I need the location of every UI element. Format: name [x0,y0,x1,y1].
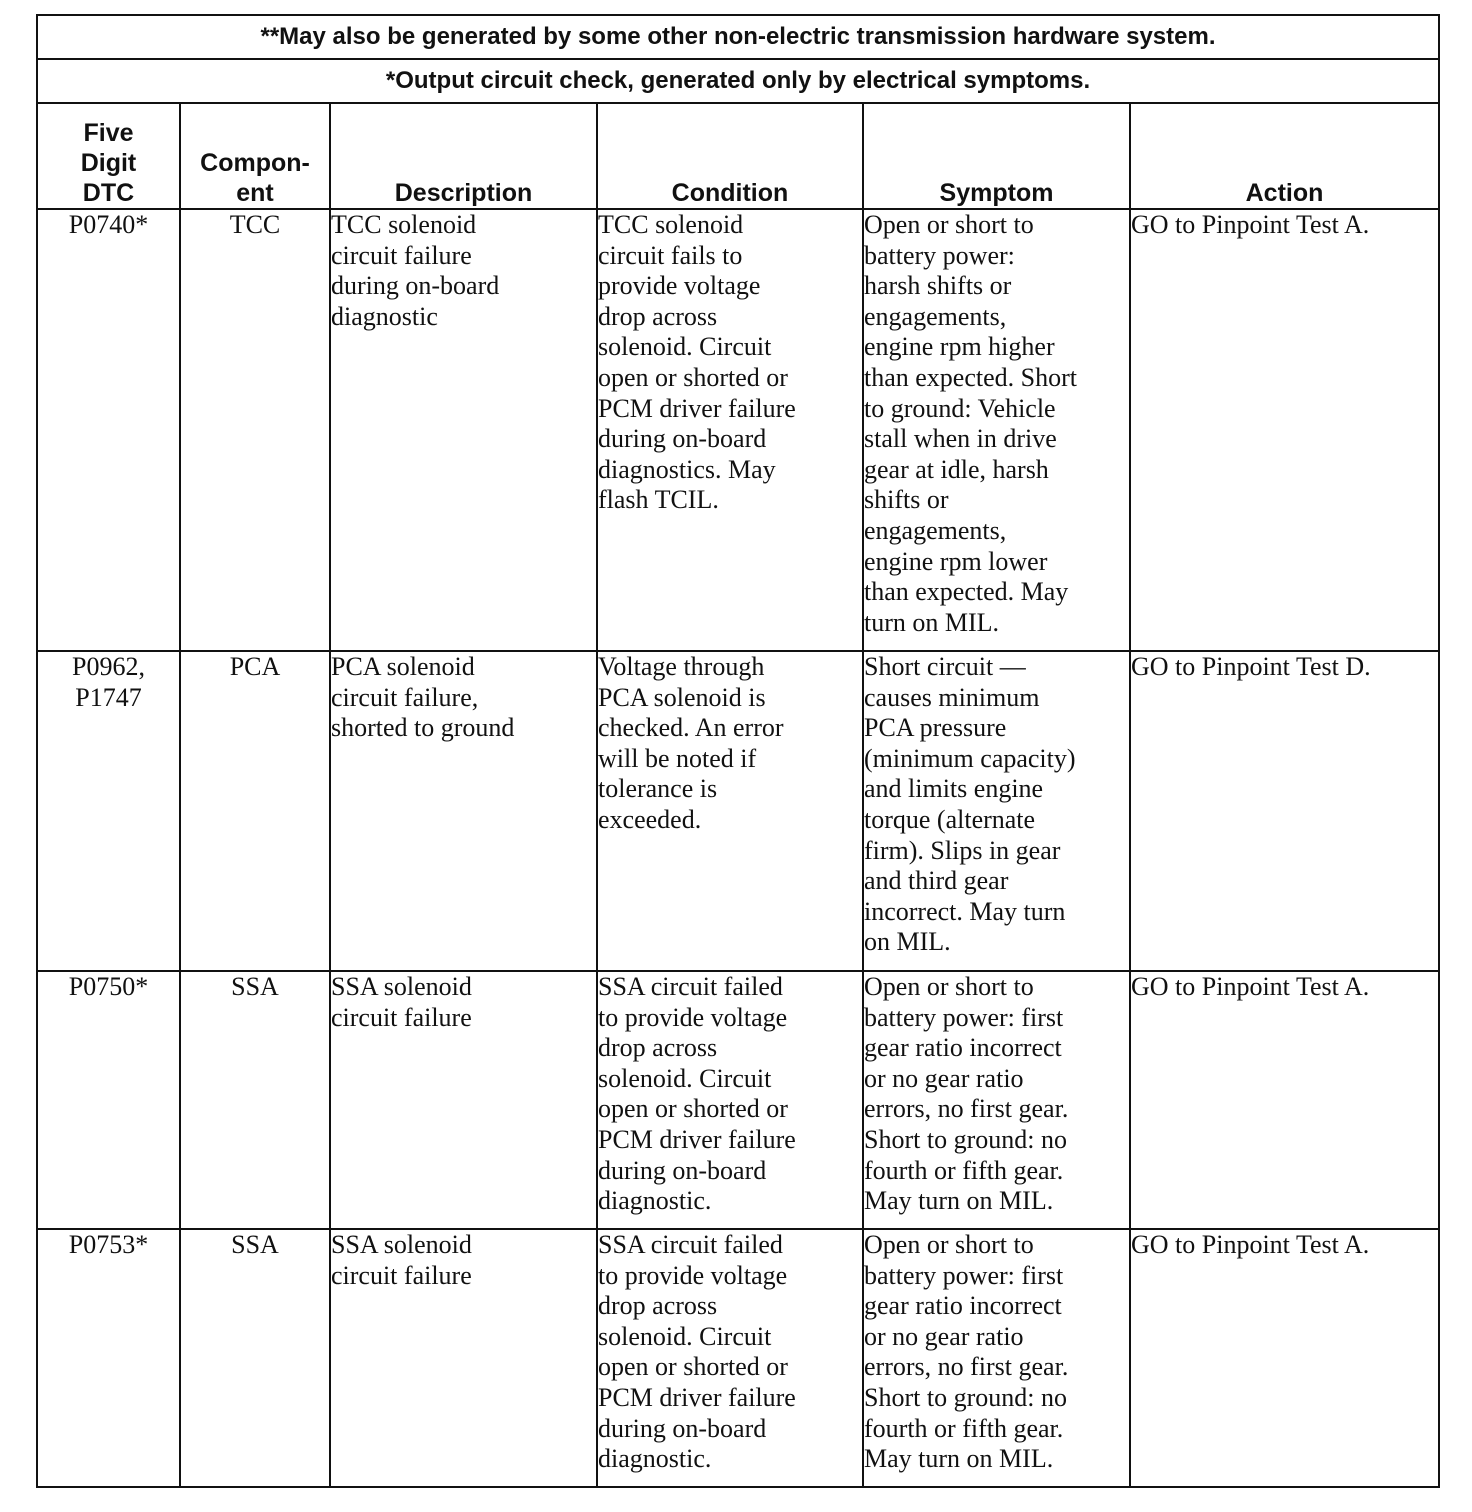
col-header-description: Description [330,103,597,209]
description-cell: PCA solenoid circuit failure, shorted to ground [330,651,597,971]
symptom-cell: Open or short to battery power: harsh shifts or engagements, engine rpm higher than expected. Short to ground: Vehicle stall when in drive gear at idle, harsh shifts or engagements, engine rpm lower than expected. May turn on MIL. [863,209,1130,651]
action-cell: GO to Pinpoint Test A. [1130,209,1439,651]
dtc-code: P0962, P1747 [37,651,180,971]
note-row-output-circuit [37,59,1439,103]
table-row [37,1229,1439,1487]
action-cell: GO to Pinpoint Test A. [1130,1229,1439,1487]
table-row [37,209,1439,651]
dtc-table [36,14,1440,1488]
condition-cell: SSA circuit failed to provide voltage drop across solenoid. Circuit open or shorted or PCM driver failure during on-board diagnostic. [597,971,863,1229]
header-row [37,103,1439,209]
component-cell: SSA [180,1229,330,1487]
condition-cell: Voltage through PCA solenoid is checked. An error will be noted if tolerance is exceeded. [597,651,863,971]
condition-cell: SSA circuit failed to provide voltage drop across solenoid. Circuit open or shorted or PCM driver failure during on-board diagnostic. [597,1229,863,1487]
dtc-document [36,14,1438,1488]
component-cell: SSA [180,971,330,1229]
symptom-cell: Open or short to battery power: first gear ratio incorrect or no gear ratio errors, no first gear. Short to ground: no fourth or fifth gear. May turn on MIL. [863,1229,1130,1487]
description-cell: TCC solenoid circuit failure during on-board diagnostic [330,209,597,651]
symptom-cell: Open or short to battery power: first gear ratio incorrect or no gear ratio errors, no first gear. Short to ground: no fourth or fifth gear. May turn on MIL. [863,971,1130,1229]
table-row [37,971,1439,1229]
output-circuit-note: *Output circuit check, generated only by electrical symptoms. [37,59,1439,103]
action-cell: GO to Pinpoint Test D. [1130,651,1439,971]
col-header-dtc: Five Digit DTC [37,103,180,209]
dtc-code: P0750* [37,971,180,1229]
col-header-action: Action [1130,103,1439,209]
col-header-condition: Condition [597,103,863,209]
table-row [37,651,1439,971]
component-cell: TCC [180,209,330,651]
dtc-code: P0753* [37,1229,180,1487]
condition-cell: TCC solenoid circuit fails to provide voltage drop across solenoid. Circuit open or shorted or PCM driver failure during on-board diagnostics. May flash TCIL. [597,209,863,651]
col-header-component: Compon- ent [180,103,330,209]
dtc-code: P0740* [37,209,180,651]
component-cell: PCA [180,651,330,971]
description-cell: SSA solenoid circuit failure [330,1229,597,1487]
description-cell: SSA solenoid circuit failure [330,971,597,1229]
action-cell: GO to Pinpoint Test A. [1130,971,1439,1229]
hardware-note: **May also be generated by some other non-electric transmission hardware system. [37,15,1439,59]
col-header-symptom: Symptom [863,103,1130,209]
note-row-hardware [37,15,1439,59]
symptom-cell: Short circuit — causes minimum PCA pressure (minimum capacity) and limits engine torque (alternate firm). Slips in gear and third gear incorrect. May turn on MIL. [863,651,1130,971]
